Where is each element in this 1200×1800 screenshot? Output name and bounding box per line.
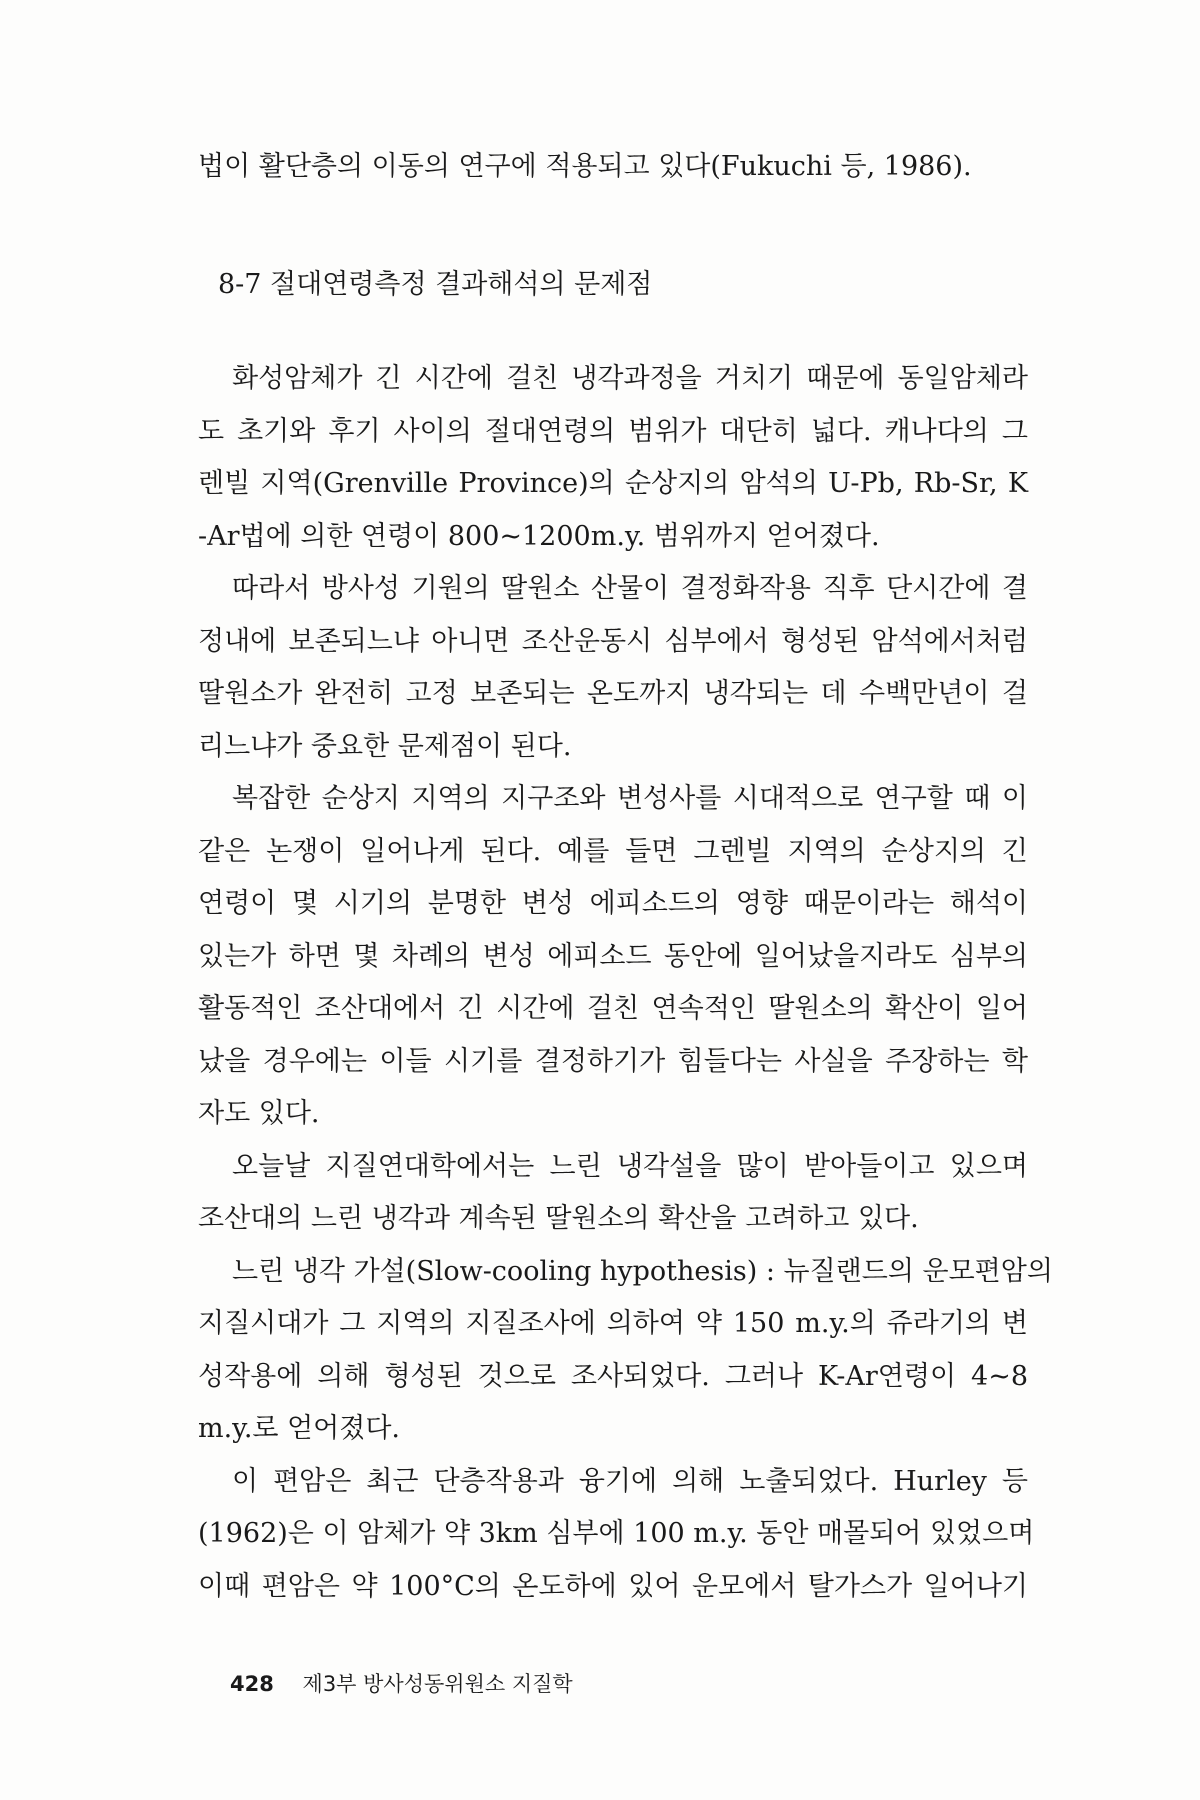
text-line: m.y.로 얻어졌다. [198, 1413, 401, 1444]
text-line: 도 초기와 후기 사이의 절대연령의 범위가 대단히 넓다. 캐나다의 그 [198, 416, 1028, 447]
text-line: 화성암체가 긴 시간에 걸친 냉각과정을 거치기 때문에 동일암체라 [232, 363, 1028, 394]
text-line: (1962)은 이 암체가 약 3km 심부에 100 m.y. 동안 매몰되어 있었으며 [198, 1518, 1035, 1549]
text-line: 오늘날 지질연대학에서는 느린 냉각설을 많이 받아들이고 있으며 [232, 1151, 1028, 1182]
text-line: 느린 냉각 가설(Slow-cooling hypothesis) : 뉴질랜드의 운모편암의 [232, 1256, 1053, 1287]
text-line: 활동적인 조산대에서 긴 시간에 걸친 연속적인 딸원소의 확산이 일어 [198, 993, 1028, 1024]
text-line: 법이 활단층의 이동의 연구에 적용되고 있다(Fukuchi 등, 1986). [198, 151, 972, 182]
text-line: 지질시대가 그 지역의 지질조사에 의하여 약 150 m.y.의 쥬라기의 변 [198, 1308, 1028, 1339]
text-line: 조산대의 느린 냉각과 계속된 딸원소의 확산을 고려하고 있다. [198, 1203, 919, 1234]
text-line: -Ar법에 의한 연령이 800~1200m.y. 범위까지 얻어졌다. [198, 521, 880, 552]
section-title: 8-7 절대연령측정 결과해석의 문제점 [218, 269, 653, 300]
text-line: 따라서 방사성 기원의 딸원소 산물이 결정화작용 직후 단시간에 결 [232, 573, 1028, 604]
page-footer [230, 1668, 573, 1700]
text-line: 이 편암은 최근 단층작용과 융기에 의해 노출되었다. Hurley 등 [232, 1466, 1028, 1497]
text-line: 같은 논쟁이 일어나게 된다. 예를 들면 그렌빌 지역의 순상지의 긴 [198, 836, 1028, 867]
text-line: 났을 경우에는 이들 시기를 결정하기가 힘들다는 사실을 주장하는 학 [198, 1046, 1028, 1077]
text-line: 자도 있다. [198, 1098, 320, 1129]
text-line: 성작용에 의해 형성된 것으로 조사되었다. 그러나 K-Ar연령이 4~8 [198, 1361, 1028, 1392]
text-line: 복잡한 순상지 지역의 지구조와 변성사를 시대적으로 연구할 때 이 [232, 783, 1028, 814]
text-line: 연령이 몇 시기의 분명한 변성 에피소드의 영향 때문이라는 해석이 [198, 888, 1028, 919]
text-line: 렌빌 지역(Grenville Province)의 순상지의 암석의 U-Pb, Rb-Sr, K [198, 468, 1028, 499]
page-number: 428 [230, 1672, 274, 1696]
text-line: 딸원소가 완전히 고정 보존되는 온도까지 냉각되는 데 수백만년이 걸 [198, 678, 1028, 709]
text-line: 있는가 하면 몇 차례의 변성 에피소드 동안에 일어났을지라도 심부의 [198, 941, 1028, 972]
text-line: 이때 편암은 약 100°C의 온도하에 있어 운모에서 탈가스가 일어나기 [198, 1571, 1028, 1602]
text-line: 리느냐가 중요한 문제점이 된다. [198, 731, 572, 762]
text-line: 정내에 보존되느냐 아니면 조산운동시 심부에서 형성된 암석에서처럼 [198, 626, 1028, 657]
chapter-title: 제3부 방사성동위원소 지질학 [302, 1672, 573, 1696]
